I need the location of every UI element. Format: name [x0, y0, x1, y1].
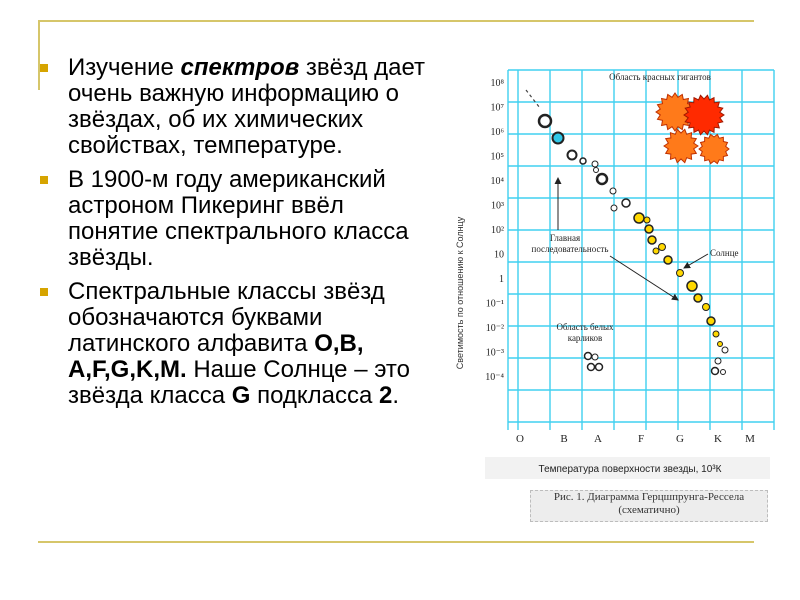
bullet-bold: G — [231, 382, 251, 409]
star-point — [596, 364, 603, 371]
bullet-text: звёзд дает очень важную информацию о звёздах, об их химических свойствах, температуре. — [68, 54, 426, 159]
frame-bottom-line — [38, 541, 754, 543]
frame-top-line — [38, 20, 754, 22]
star-point — [648, 236, 656, 244]
star-point — [610, 188, 616, 194]
bullet-item-3 — [40, 279, 440, 409]
bullet-text: Изучение — [68, 54, 181, 81]
star-point — [568, 151, 577, 160]
sun-arrow — [684, 254, 708, 268]
star-point — [597, 174, 607, 184]
x-tick-label: A — [594, 433, 602, 445]
caption-line-1: Рис. 1. Диаграмма Герцшпрунга-Рессела — [553, 491, 745, 503]
star-point — [634, 213, 644, 223]
bullet-text: Наше Солнце – это звёзда класса — [68, 356, 410, 409]
x-axis-label: Температура поверхности звезды, 10³К — [538, 464, 722, 475]
red-giant-star — [684, 95, 724, 134]
y-tick-label: 10⁷ — [490, 102, 504, 114]
x-tick-labels — [516, 433, 755, 445]
trend-dashed-line — [526, 90, 540, 108]
star-point — [580, 158, 586, 164]
red-giant-star — [699, 134, 729, 163]
red-giants — [656, 93, 729, 164]
star-point — [703, 304, 710, 311]
y-tick-label: 1 — [499, 274, 504, 285]
star-point — [594, 168, 599, 173]
y-tick-label: 10² — [491, 225, 504, 236]
caption-line-2: (схематично) — [618, 504, 680, 516]
red-giants-label: Область красных гигантов — [609, 72, 711, 82]
star-point — [715, 358, 721, 364]
bullet-bold: 2 — [379, 382, 393, 409]
y-tick-labels — [485, 78, 504, 383]
x-tick-label: B — [560, 433, 568, 445]
star-point — [653, 248, 659, 254]
y-tick-label: 10⁻³ — [485, 347, 504, 359]
star-point — [707, 317, 715, 325]
main-sequence-label-2: последовательность — [531, 244, 609, 254]
x-tick-label: M — [745, 433, 755, 445]
y-tick-label: 10 — [494, 249, 504, 261]
bullet-marker — [40, 176, 48, 184]
star-point — [588, 364, 595, 371]
bullet-text: . — [392, 382, 400, 409]
bullet-emphasis: спектров — [180, 54, 300, 81]
bullet-bold: O,B, A,F,G,K,M. — [68, 330, 364, 383]
star-point — [722, 347, 728, 353]
bullet-list — [40, 55, 440, 417]
star-point — [539, 115, 551, 127]
white-dwarfs-label-1: Область белых — [556, 322, 614, 332]
bullet-item-1 — [40, 55, 440, 159]
bullet-marker — [40, 64, 48, 72]
y-tick-label: 10³ — [491, 200, 504, 212]
star-point — [611, 205, 617, 211]
star-point — [712, 368, 719, 375]
bullet-marker — [40, 288, 48, 296]
star-point — [645, 225, 653, 233]
star-point — [644, 217, 650, 223]
star-point — [622, 199, 630, 207]
star-point — [592, 161, 598, 167]
star-point — [553, 133, 564, 144]
star-point — [687, 281, 697, 291]
y-tick-label: 10⁵ — [490, 151, 504, 163]
white-dwarfs-label-2: карликов — [567, 333, 603, 343]
bullet-item-2 — [40, 167, 440, 271]
x-tick-label: K — [714, 433, 722, 445]
y-tick-label: 10⁸ — [490, 78, 504, 89]
y-axis-label: Светимость по отношению к Солнцу — [455, 216, 465, 370]
star-point — [677, 270, 684, 277]
hr-diagram — [440, 60, 780, 525]
figure-caption — [530, 490, 768, 522]
star-point — [694, 294, 702, 302]
star-point — [721, 370, 726, 375]
star-point — [718, 342, 723, 347]
star-point — [659, 244, 666, 251]
star-point — [713, 331, 719, 337]
sun-label: Солнце — [710, 248, 739, 258]
x-tick-label: O — [516, 433, 524, 445]
star-point — [592, 354, 598, 360]
x-tick-label: F — [637, 433, 645, 445]
y-tick-label: 10⁶ — [490, 127, 504, 138]
star-point — [664, 256, 672, 264]
y-tick-label: 10⁻¹ — [485, 298, 504, 310]
main-sequence-label-1: Главная — [549, 233, 581, 243]
bullet-text: Спектральные классы звёзд обозначаются буквами латинского алфавита — [68, 278, 385, 357]
bullet-text: В 1900-м году американский астроном Пикеринг ввёл понятие спектрального класса звёзды. — [68, 166, 409, 271]
y-tick-label: 10⁻² — [485, 323, 504, 334]
bullet-text: подкласса — [250, 382, 380, 409]
y-tick-label: 10⁻⁴ — [485, 372, 504, 383]
x-tick-label: G — [676, 433, 684, 445]
star-point — [585, 353, 592, 360]
y-tick-label: 10⁴ — [490, 176, 504, 187]
